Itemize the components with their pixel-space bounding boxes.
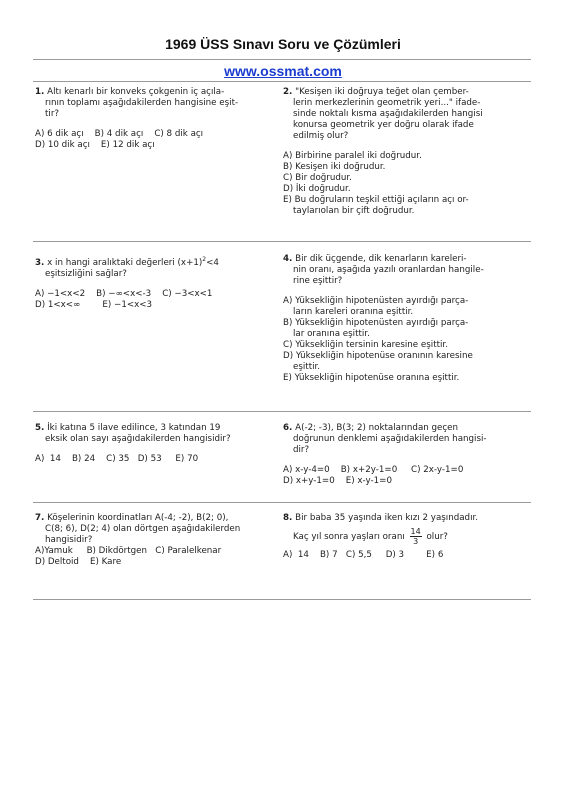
question-number: 1. (35, 87, 45, 97)
divider (33, 241, 531, 242)
page-title: 1969 ÜSS Sınavı Soru ve Çözümleri (165, 36, 401, 52)
question-number: 2. (283, 87, 293, 97)
question-text: olur? (426, 532, 448, 542)
fraction-numerator: 14 (410, 527, 421, 536)
question-text: Bir dik üçgende, dik kenarların kareleri- (295, 254, 467, 264)
question-6 (283, 423, 533, 487)
question-text: Köşelerinin koordinatları A(-4; -2), B(2; 0), (47, 513, 229, 523)
question-text: Kaç yıl sonra yaşları oranı (293, 532, 405, 542)
answer-options: D) 10 dik açı E) 12 dik açı (35, 140, 155, 150)
answer-options: A)Yamuk B) Dikdörtgen C) Paralelkenar (35, 546, 222, 556)
question-text: rının toplamı aşağıdakilerden hangisine eşit- (45, 98, 239, 108)
question-number: 4. (283, 254, 293, 264)
question-text: İki katına 5 ilave edilince, 3 katından 19 (47, 423, 221, 433)
answer-option: ların kareleri oranına eşittir. (293, 307, 414, 317)
question-text: sinde noktalı kısma aşağıdakilerden hangisi (293, 109, 483, 119)
question-text: Altı kenarlı bir konveks çokgenin iç açıla- (47, 87, 225, 97)
website-link[interactable]: www.ossmat.com (224, 63, 342, 79)
question-text: konursa geometrik yer doğru olarak ifade (293, 120, 474, 130)
question-text: lerin merkezlerinin geometrik yeri..." ifade- (293, 98, 481, 108)
answer-options: A) −1<x<2 B) −∞<x<-3 C) −3<x<1 (35, 288, 213, 299)
answer-options: D) 1<x<∞ E) −1<x<3 (35, 299, 153, 310)
question-text: Bir baba 35 yaşında iken kızı 2 yaşındadır. (295, 513, 479, 523)
answer-option: E) Yüksekliğin hipotenüse oranına eşittir. (283, 373, 460, 383)
question-4 (283, 254, 533, 384)
answer-option: C) Bir doğrudur. (283, 173, 352, 183)
question-3 (35, 254, 275, 311)
fraction (410, 527, 422, 546)
question-5 (35, 423, 275, 465)
question-text: rine eşittir? (293, 276, 343, 286)
answer-option: A) Yüksekliğin hipotenüsten ayırdığı parça- (283, 296, 469, 306)
question-text: "Kesişen iki doğruya teğet olan çember- (295, 87, 469, 97)
question-text: A(-2; -3), B(3; 2) noktalarından geçen (295, 423, 459, 433)
answer-option: B) Yüksekliğin hipotenüsten ayırdığı parça- (283, 318, 469, 328)
answer-option: B) Kesişen iki doğrudur. (283, 162, 386, 172)
question-2 (283, 87, 533, 217)
question-text: hangisidir? (45, 535, 93, 545)
question-number: 3. (35, 257, 45, 268)
answer-options: D) Deltoid E) Kare (35, 557, 122, 567)
answer-options: A) 14 B) 7 C) 5,5 D) 3 E) 6 (283, 550, 444, 560)
question-text: nin oranı, aşağıda yazılı oranlardan hangile- (293, 265, 484, 275)
answer-option: D) Yüksekliğin hipotenüse oranının karesine (283, 351, 473, 361)
divider (33, 502, 531, 503)
question-text: doğrunun denklemi aşağıdakilerden hangisi- (293, 434, 487, 444)
question-number: 5. (35, 423, 45, 433)
question-text: eksik olan sayı aşağıdakilerden hangisidir? (45, 434, 231, 444)
divider (33, 81, 531, 82)
question-number: 6. (283, 423, 293, 433)
question-text: <4 (206, 257, 219, 268)
question-text: x in hangi aralıktaki değerleri (x+1) (47, 257, 203, 268)
question-text: edilmiş olur? (293, 131, 349, 141)
answer-option: lar oranına eşittir. (293, 329, 370, 339)
question-text: tir? (45, 109, 60, 119)
answer-option: A) Birbirine paralel iki doğrudur. (283, 151, 422, 161)
question-8 (283, 513, 533, 561)
fraction-denominator: 3 (413, 537, 419, 546)
question-number: 8. (283, 513, 293, 523)
answer-options: D) x+y-1=0 E) x-y-1=0 (283, 476, 392, 486)
question-number: 7. (35, 513, 45, 523)
answer-options: A) 6 dik açı B) 4 dik açı C) 8 dik açı (35, 129, 204, 139)
answer-option: taylarıolan bir çift doğrudur. (293, 206, 415, 216)
question-1 (35, 87, 275, 151)
exponent: 2 (202, 256, 207, 263)
answer-options: A) x-y-4=0 B) x+2y-1=0 C) 2x-y-1=0 (283, 465, 464, 475)
divider (33, 599, 531, 600)
answer-option: D) İki doğrudur. (283, 184, 351, 194)
question-text: dir? (293, 445, 310, 455)
answer-options: A) 14 B) 24 C) 35 D) 53 E) 70 (35, 454, 199, 464)
question-text: eşitsizliğini sağlar? (45, 268, 127, 279)
divider (33, 411, 531, 412)
divider (33, 59, 531, 60)
answer-option: C) Yüksekliğin tersinin karesine eşittir. (283, 340, 448, 350)
question-7 (35, 513, 275, 568)
answer-option: eşittir. (293, 362, 321, 372)
question-text: C(8; 6), D(2; 4) olan dörtgen aşağıdakilerden (45, 524, 241, 534)
answer-option: E) Bu doğruların teşkil ettiği açıların açı or- (283, 195, 469, 205)
